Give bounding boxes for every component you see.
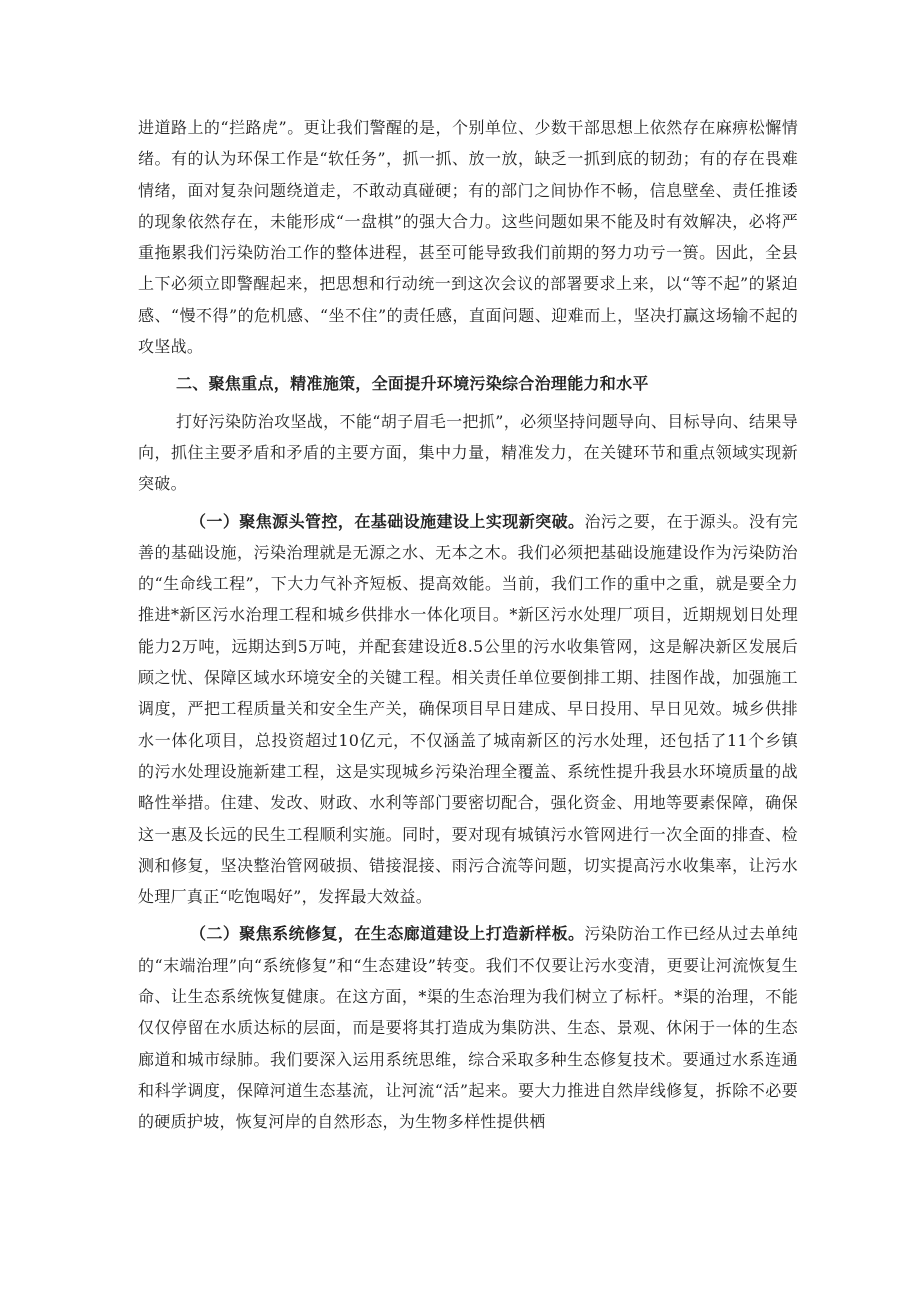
- subsection-2-body: 污染防治工作已经从过去单纯的“末端治理”向“系统修复”和“生态建设”转变。我们不仅要让污水变清，更要让河流恢复生命、让生态系统恢复健康。在这方面，*渠的生态治理为我们树立了标杆。*渠的治理，不能仅仅停留在水质达标的层面，而是要将其打造成为集防洪、生态、景观、休闲于一体的生态廊道和城市绿肺。我们要深入运用系统思维，综合采取多种生态修复技术。要通过水系连通和科学调度，保障河道生态基流，让河流“活”起来。要大力推进自然岸线修复，拆除不必要的硬质护坡，恢复河岸的自然形态，为生物多样性提供栖: [138, 924, 798, 1132]
- section-heading-2: 二、聚焦重点，精准施策，全面提升环境污染综合治理能力和水平: [176, 374, 649, 394]
- subsection-2-title: （二）聚焦系统修复，在生态廊道建设上打造新样板。: [190, 924, 585, 944]
- paragraph-intro: 打好污染防治攻坚战，不能“胡子眉毛一把抓”，必须坚持问题导向、目标导向、结果导向，抓住主要矛盾和矛盾的主要方面，集中力量，精准发力，在关键环节和重点领域实现新突破。: [138, 411, 798, 494]
- subsection-1-body: 治污之要，在于源头。没有完善的基础设施，污染治理就是无源之水、无本之木。我们必须把基础设施建设作为污染防治的“生命线工程”，下大力气补齐短板、提高效能。当前，我们工作的重中之重，就是要全力推进*新区污水治理工程和城乡供排水一体化项目。*新区污水处理厂项目，近期规划日处理能力2万吨，远期达到5万吨，并配套建设近8.5公里的污水收集管网，这是解决新区发展后顾之忧、保障区域水环境安全的关键工程。相关责任单位要倒排工期、挂图作战，加强施工调度，严把工程质量关和安全生产关，确保项目早日建成、早日投用、早日见效。城乡供排水一体化项目，总投资超过10亿元，不仅涵盖了城南新区的污水处理，还包括了11个乡镇的污水处理设施新建工程，这是实现城乡污染治理全覆盖、系统性提升我县水环境质量的战略性举措。住建、发改、财政、水利等部门要密切配合，强化资金、用地等要素保障，确保这一惠及长远的民生工程顺利实施。同时，要对现有城镇污水管网进行一次全面的排查、检测和修复，坚决整治管网破损、错接混接、雨污合流等问题，切实提高污水收集率，让污水处理厂真正“吃饱喝好”，发挥最大效益。: [138, 511, 798, 907]
- paragraph-subsection-1: [138, 506, 798, 913]
- paragraph-continuation: 进道路上的“拦路虎”。更让我们警醒的是，个别单位、少数干部思想上依然存在麻痹松懈情绪。有的认为环保工作是“软任务”，抓一抓、放一放，缺乏一抓到底的韧劲；有的存在畏难情绪，面对复杂问题绕道走，不敢动真碰硬；有的部门之间协作不畅，信息壁垒、责任推诿的现象依然存在，未能形成“一盘棋”的强大合力。这些问题如果不能及时有效解决，必将严重拖累我们污染防治工作的整体进程，甚至可能导致我们前期的努力功亏一篑。因此，全县上下必须立即警醒起来，把思想和行动统一到这次会议的部署要求上来，以“等不起”的紧迫感、“慢不得”的危机感、“坐不住”的责任感，直面问题、迎难而上，坚决打赢这场输不起的攻坚战。: [138, 118, 798, 357]
- subsection-1-title: （一）聚焦源头管控，在基础设施建设上实现新突破。: [190, 511, 585, 531]
- document-page: [138, 112, 798, 1138]
- paragraph-subsection-2: [138, 918, 798, 1137]
